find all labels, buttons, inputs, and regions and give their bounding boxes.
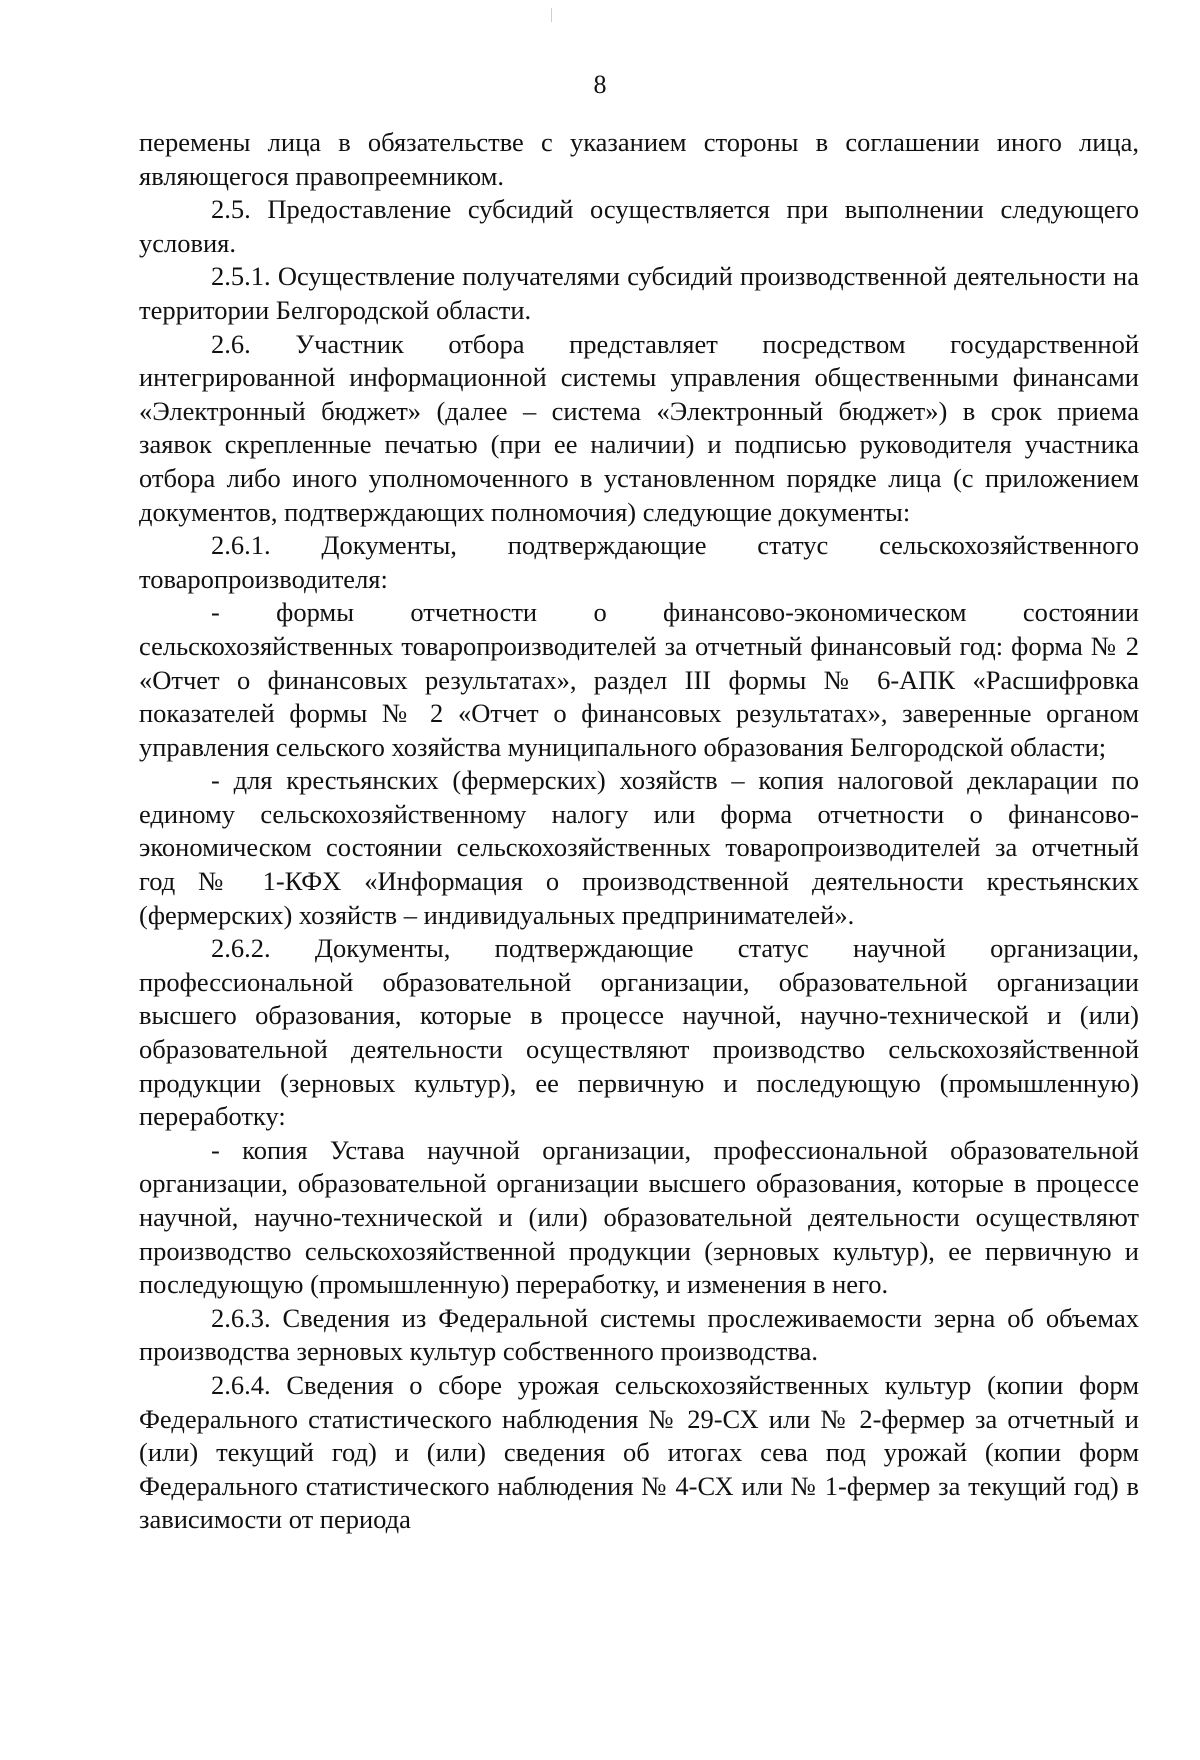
list-item-farm-households: - для крестьянских (фермерских) хозяйств – копия налоговой декларации по единому сельскохозяйственному налогу или форма отчетности о финансово-экономическом состоянии сельскохозяйственных товаропроизводителей за отчетный год № 1-КФХ «Информация о производственной деятельности крестьянских (фермерских) хозяйств – индивидуальных предпринимателей». <box>139 765 1139 930</box>
document-body <box>139 126 1139 1537</box>
page-number: 8 <box>593 70 607 99</box>
paragraph-2-5-1: 2.5.1. Осуществление получателями субсидий производственной деятельности на территории Белгородской области. <box>139 261 1139 325</box>
paragraph-2-6: 2.6. Участник отбора представляет посредством государственной интегрированной информационной системы управления общественными финансами «Электронный бюджет» (далее – система «Электронный бюджет») в срок приема заявок скрепленные печатью (при ее наличии) и подписью руководителя участника отбора либо иного уполномоченного в установленном порядке лица (с приложением документов, подтверждающих полномочия) следующие документы: <box>139 328 1139 527</box>
paragraph-2-6-3: 2.6.3. Сведения из Федеральной системы прослеживаемости зерна об объемах производства зерновых культур собственного производства. <box>139 1302 1139 1367</box>
paragraph-continuation: перемены лица в обязательстве с указанием стороны в соглашении иного лица, являющегося правопреемником. <box>139 127 1139 191</box>
paragraph-2-6-4: 2.6.4. Сведения о сборе урожая сельскохозяйственных культур (копии форм Федерального статистического наблюдения № 29-СХ или № 2-фермер за отчетный и (или) текущий год) и (или) сведения об итогах сева под урожай (копии форм Федерального статистического наблюдения № 4-СХ или № 1-фермер за текущий год) в зависимости от периода <box>139 1369 1139 1535</box>
paragraph-2-5: 2.5. Предоставление субсидий осуществляется при выполнении следующего условия. <box>139 194 1139 258</box>
scan-artifact-top <box>551 8 552 22</box>
paragraph-2-6-2: 2.6.2. Документы, подтверждающие статус научной организации, профессиональной образовательной организации, образовательной организации высшего образования, которые в процессе научной, научно-технической и (или) образовательной деятельности осуществляют производство сельскохозяйственной продукции (зерновых культур), ее первичную и последующую (промышленную) переработку: <box>139 933 1139 1132</box>
list-item-reporting-forms: - формы отчетности о финансово-экономическом состоянии сельскохозяйственных товаропроизводителей за отчетный финансовый год: форма № 2 «Отчет о финансовых результатах», раздел III формы № 6-АПК «Расшифровка показателей формы № 2 «Отчет о финансовых результатах», заверенные органом управления сельского хозяйства муниципального образования Белгородской области; <box>139 597 1139 762</box>
paragraph-2-6-1: 2.6.1. Документы, подтверждающие статус сельскохозяйственного товаропроизводителя: <box>139 530 1139 594</box>
list-item-charter-copy: - копия Устава научной организации, профессиональной образовательной организации, образовательной организации высшего образования, которые в процессе научной, научно-технической и (или) образовательной деятельности осуществляют производство сельскохозяйственной продукции (зерновых культур), ее первичную и последующую (промышленную) переработку, и изменения в него. <box>139 1134 1139 1300</box>
